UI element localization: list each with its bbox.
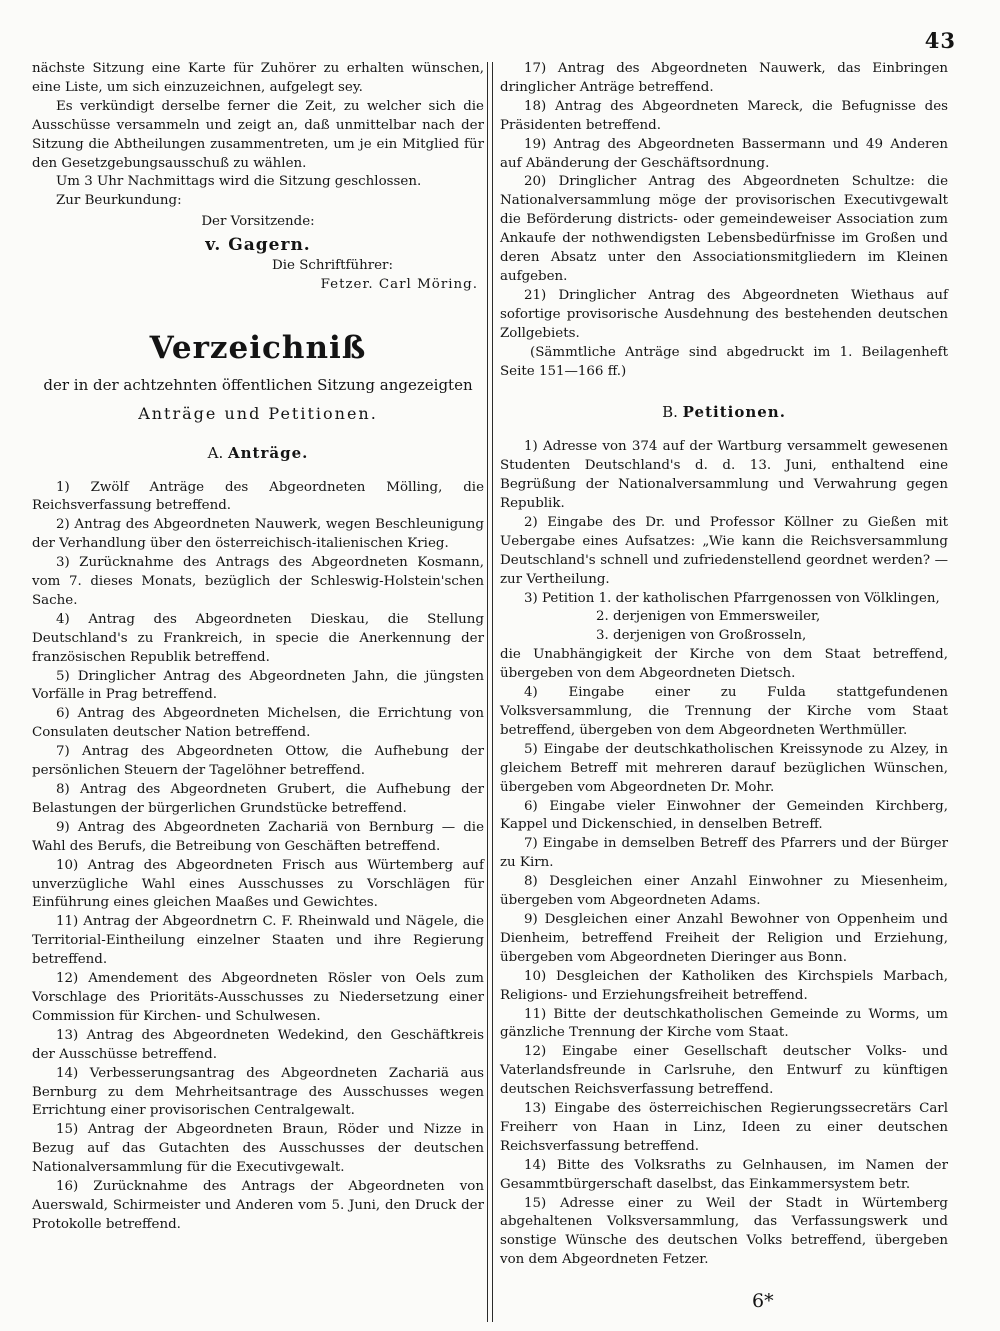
document-subtitle: der in der achtzehnten öffentlichen Sitzung angezeigten [43, 375, 473, 394]
petition-item: 11) Bitte der deutschkatholischen Gemeinde zu Worms, um gänzliche Trennung der Kirche vom Staat. [500, 1006, 948, 1041]
secretaries-label: Die Schriftführer: [272, 258, 393, 274]
document-title: Verzeichniß [149, 329, 367, 366]
motion-item: 9) Antrag des Abgeordneten Zachariä von Bernburg — die Wahl des Berufs, die Betreibung von Geschäften betreffend. [32, 819, 484, 854]
supplement-note: (Sämmtliche Anträge sind abgedruckt im 1. Beilagenheft Seite 151—166 ff.) [500, 344, 948, 379]
section-a-heading [32, 444, 484, 463]
motion-item: 7) Antrag des Abgeordneten Ottow, die Aufhebung der persönlichen Steuern der Tagelöhner betreffend. [32, 744, 484, 779]
motion-item: 6) Antrag des Abgeordneten Michelsen, die Errichtung von Consulaten deutscher Nation betreffend. [32, 706, 484, 741]
motion-item: 13) Antrag des Abgeordneten Wedekind, den Geschäftkreis der Ausschüsse betreffend. [32, 1027, 484, 1062]
left-column [32, 60, 484, 1235]
petition-item: 2) Eingabe des Dr. und Professor Köllner zu Gießen mit Uebergabe eines Aufsatzes: „Wie kann die Reichsversammlung Deutschland's schnell und zufriedenstellend geordnet werden? — zur Vertheilung. [500, 514, 948, 587]
petition-item: 14) Bitte des Volksraths zu Gelnhausen, im Namen der Gesammtbürgerschaft daselbst, das Einkammersystem betr. [500, 1157, 948, 1192]
chair-label: Der Vorsitzende: [201, 214, 315, 230]
petition-item: 5) Eingabe der deutschkatholischen Kreissynode zu Alzey, in gleichem Betreff mit mehreren darauf bezüglichen Wünschen, übergeben vom Abgeordneten Dr. Mohr. [500, 741, 948, 795]
page-number: 43 [924, 28, 956, 53]
section-letter: B. [662, 403, 678, 422]
section-name: Anträge. [228, 443, 309, 462]
motion-item: 11) Antrag der Abgeordnetrn C. F. Rheinwald und Nägele, die Territorial-Eintheilung einzelner Staaten und ihre Regierung betreffend. [32, 914, 484, 968]
motion-item: 17) Antrag des Abgeordneten Nauwerk, das Einbringen dringlicher Anträge betreffend. [500, 61, 948, 95]
petition-item: 4) Eingabe einer zu Fulda stattgefundenen Volksversammlung, die Trennung der Kirche vom Staat betreffend, übergeben von dem Abgeordneten Werthmüller. [500, 685, 948, 738]
petition-item: 3) Petition 1. der katholischen Pfarrgenossen von Völklingen, [524, 590, 940, 606]
chair-name: v. Gagern. [205, 235, 311, 256]
motion-item: 20) Dringlicher Antrag des Abgeordneten Schultze: die Nationalversammlung möge der provisorischen Executivgewalt die Beförderung districts- oder gemeindeweiser Association zum Ankaufe der nothwendigsten Lebensbedürfnisse im Großen und deren Absatz unter den Associationsmitgliedern im Kleinen aufgeben. [500, 174, 948, 284]
petition-item: 7) Eingabe in demselben Betreff des Pfarrers und der Bürger zu Kirn. [500, 836, 948, 871]
petition-item: 6) Eingabe vieler Einwohner der Gemeinden Kirchberg, Kappel und Dickenschied, in denselben Betreff. [500, 798, 948, 833]
petition-subitem: 3. derjenigen von Großrosseln, [596, 628, 807, 644]
petition-item-tail: die Unabhängigkeit der Kirche von dem Staat betreffend, übergeben von dem Abgeordneten Dietsch. [500, 647, 948, 682]
section-b-heading [500, 403, 948, 422]
petition-item: 12) Eingabe einer Gesellschaft deutscher Volks- und Vaterlandsfreunde in Carlsruhe, den Entwurf zu künftigen deutschen Reichsverfassung betreffend. [500, 1044, 948, 1098]
motion-item: 19) Antrag des Abgeordneten Bassermann und 49 Anderen auf Abänderung der Geschäftsordnung. [500, 136, 948, 171]
petition-subitem: 2. derjenigen von Emmersweiler, [596, 609, 821, 625]
motion-item: 2) Antrag des Abgeordneten Nauwerk, wegen Beschleunigung der Verhandlung über den österreichisch-italienischen Krieg. [32, 517, 484, 552]
motion-item: 15) Antrag der Abgeordneten Braun, Röder und Nizze in Bezug auf das Gutachten des Ausschusses der deutschen Nationalversammlung für die Executivgewalt. [32, 1122, 484, 1176]
motion-item: 18) Antrag des Abgeordneten Mareck, die Befugnisse des Präsidenten betreffend. [500, 98, 948, 133]
section-name: Petitionen. [682, 403, 786, 422]
petition-item: 1) Adresse von 374 auf der Wartburg versammelt gewesenen Studenten Deutschland's d. d. 13. Juni, enthaltend eine Begrüßung der Nationalversammlung und Verwahrung gegen Republik. [500, 439, 948, 512]
motion-item: 10) Antrag des Abgeordneten Frisch aus Würtemberg auf unverzügliche Wahl eines Ausschusses zu Vorschlägen für Einführung eines gleichen Maaßes und Gewichtes. [32, 857, 484, 911]
motion-item: 1) Zwölf Anträge des Abgeordneten Mölling, die Reichsverfassung betreffend. [32, 479, 484, 514]
petition-item: 8) Desgleichen einer Anzahl Einwohner zu Miesenheim, übergeben vom Abgeordneten Adams. [500, 874, 948, 909]
section-letter: A. [207, 443, 224, 462]
motion-item: 4) Antrag des Abgeordneten Dieskau, die Stellung Deutschland's zu Frankreich, in specie die Anerkennung der französischen Republik betreffend. [32, 611, 484, 665]
motion-item: 16) Zurücknahme des Antrags der Abgeordneten von Auerswald, Schirmeister und Anderen vom 5. Juni, den Druck der Protokolle betreffend. [32, 1179, 484, 1232]
petition-item: 13) Eingabe des österreichischen Regierungssecretärs Carl Freiherr von Haan in Linz, Ideen zu einer deutschen Reichsverfassung betreffend. [500, 1101, 948, 1154]
intro-paragraph: nächste Sitzung eine Karte für Zuhörer zu erhalten wünschen, eine Liste, um sich einzuzeichnen, aufgelegt sey. [32, 61, 484, 95]
petition-item: 10) Desgleichen der Katholiken des Kirchspiels Marbach, Religions- und Erziehungsfreiheit betreffend. [500, 968, 948, 1003]
secretaries-names: Fetzer. Carl Möring. [320, 276, 478, 292]
intro-paragraph: Es verkündigt derselbe ferner die Zeit, zu welcher sich die Ausschüsse versammeln und zeigt an, daß unmittelbar nach der Sitzung die Abtheilungen zusammentreten, um je ein Mitglied für den Gesetzgebungsausschuß zu wählen. [32, 98, 484, 171]
motion-item: 3) Zurücknahme des Antrags des Abgeordneten Kosmann, vom 7. dieses Monats, bezüglich der Schleswig-Holstein'schen Sache. [32, 555, 484, 608]
motion-item: 5) Dringlicher Antrag des Abgeordneten Jahn, die jüngsten Vorfälle in Prag betreffend. [32, 668, 484, 703]
motion-item: 12) Amendement des Abgeordneten Rösler von Oels zum Vorschlage des Prioritäts-Ausschusses zu Niedersetzung einer Commission für Kirchen- und Schulwesen. [32, 971, 484, 1024]
column-divider [487, 62, 493, 1322]
intro-paragraph: Um 3 Uhr Nachmittags wird die Sitzung geschlossen. [56, 174, 422, 190]
document-subtitle-2: Anträge und Petitionen. [138, 403, 378, 423]
right-column [500, 60, 948, 1270]
petition-item: 15) Adresse einer zu Weil der Stadt in Würtemberg abgehaltenen Volksversammlung, das Verfassungswerk und sonstige Wünsche des deutschen Volks betreffend, übergeben von dem Abgeordneten Fetzer. [500, 1195, 948, 1268]
attestation-label: Zur Beurkundung: [56, 193, 182, 209]
motion-item: 8) Antrag des Abgeordneten Grubert, die Aufhebung der Belastungen der bürgerlichen Grundstücke betreffend. [32, 782, 484, 816]
motion-item: 14) Verbesserungsantrag des Abgeordneten Zachariä aus Bernburg zu dem Mehrheitsantrage des Ausschusses wegen Errichtung einer provisorischen Centralgewalt. [32, 1065, 484, 1119]
signature-mark: 6* [752, 1290, 774, 1312]
petition-item: 9) Desgleichen einer Anzahl Bewohner von Oppenheim und Dienheim, betreffend Freiheit der Religion und Erziehung, übergeben vom Abgeordneten Dieringer aus Bonn. [500, 911, 948, 965]
motion-item: 21) Dringlicher Antrag des Abgeordneten Wiethaus auf sofortige provisorische Ausdehnung des bestehenden deutschen Zollgebiets. [500, 287, 948, 341]
